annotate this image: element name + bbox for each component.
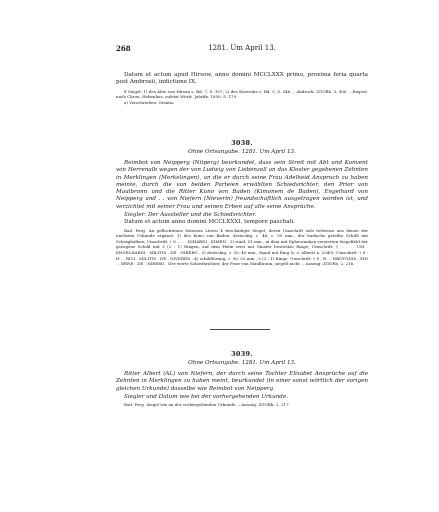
- document-origin: Ohne Ortsangabe. 1281. Um April 13.: [188, 149, 296, 155]
- running-header: [116, 44, 368, 54]
- footnote-variant: a) Verschrieben: Orsatio.: [124, 99, 175, 105]
- archival-note: Bad. Perg. An geflochtenen leinenen Litzen 4 beschädigte Siegel, deren Umschrift sich teilweise aus denen der nächsten Urkunde ergänzt: 1) des Kuno von Baden, dreieckig, c. 48, c. 55 mm., der badische geteilte Schild mit Schrägbalken; Umschrift: † S . . . . INHARDI . KIMEN . 2) rund, 51 mm., in dem mit Epheuranken verzierten Siegelfeld der gezogene Schild mit 3 (2 : 1) Ringen, auf dem Helm zwei mit Ginster besteckte Ringe; Umschrift: † . . . . UM . ENGELHARDI . MILITIS . DE . NIBERG . 3) dreieckig, c. 30, 40 mm., Hand mit Ring (s. v. Alberti n. 2045); Umschrift: † S . H . . RICI . MILITIS . DE . NIVEREN . 4) schildförmig, c. 50, 53 mm., 3 (2 : 1) Ringe; Umschrift: † S . R . . NBOTONIS . FIN . . ERNE . DE . NIBERG . Der vierte Schiedsrichter, der Prior von Maulbronn, siegelt nicht. – Auszug: ZGORh. 2, 216.: [116, 227, 368, 267]
- running-title: 1281. Um April 13.: [208, 44, 276, 52]
- footnote-seal: ¶ Siegel: 1) des Abts von Hirsau s. Bd. 7, S. 107; 2) des Konvents s. Bd. 5, S. 346. – Abdruck: ZGORh. 3, 406. – Regest: nach Chron. Hebenhus. zuletzt Württ. Jahrbb. 1850, S. 179.: [116, 88, 368, 100]
- sealers-line: Siegler: Der Aussteller und die Schiedsrichter.: [124, 212, 257, 219]
- previous-document-tail: [116, 72, 368, 105]
- archival-note: Bad. Perg. Siegel wie an der vorhergehenden Urkunde. – Auszug: ZGORh. 2, 217.: [124, 402, 290, 408]
- dating-clause: Datum et actum anno domini MCCLXXXI, tempore paschali.: [124, 219, 295, 226]
- page-number: 268: [116, 44, 131, 53]
- document-origin: Ohne Ortsangabe. 1281. Um April 13.: [188, 360, 296, 366]
- document-3038: [116, 139, 368, 267]
- sealers-line: Siegler und Datum wie bei der vorhergehenden Urkunde.: [124, 393, 288, 400]
- section-divider: [210, 329, 270, 330]
- document-3039: [116, 350, 368, 408]
- dating-clause: Datum et actum apud Hirsow, anno domini MCCLXXX primo, proxima feria quarta post Ambrosii, indictione IX.: [116, 72, 368, 86]
- document-number: 3038.: [231, 139, 253, 147]
- document-summary: Reimbot von Neipperg (Nitperg) beurkundet, dass sein Streit mit Abt und Konvent von Herrenalb wegen der von Ludwig von Liebenzell an das Kloster gegebenen Zehnten in Merklingen (Merkelingen), an die er durch seine Frau Adelheid Anspruch zu haben meinte, durch die von beiden Parteien erwählten Schiedsrichter, den Prior von Maulbronn und die Ritter Kuno von Baden (Kimonem de Baden), Engelhard von Neipperg und . . von Niefern (Nieverin) freundschaftlich ausgetragen worden ist, und verzichtet mit seiner Frau und seinen Erben auf alle seine Ansprüche.: [116, 160, 368, 210]
- document-number: 3039.: [231, 350, 253, 358]
- document-summary: Ritter Albert (AL) von Niefern, der durch seine Tochter Elisabet Ansprüche auf die Zehnten in Merklingen zu haben meint, beurkundet (in einer sonst wörtlich der vorigen gleichen Urkunde) dasselbe wie Reimbot von Neipperg.: [116, 371, 368, 392]
